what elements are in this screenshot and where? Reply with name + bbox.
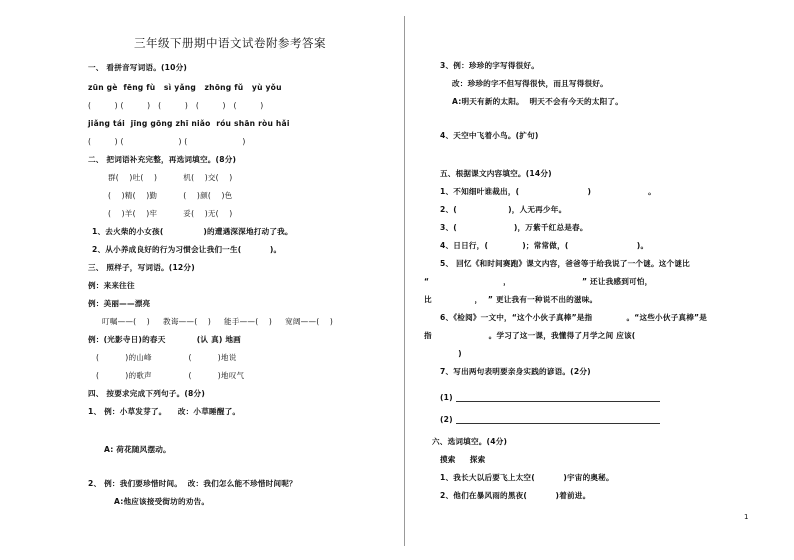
section-4-answer-3: A:明天有新的太阳。 明天不会有今天的太阳了。: [452, 97, 624, 106]
phrase-row-2: ( )的歌声 ( )地叹气: [96, 371, 245, 380]
section-5-question-4: 4、日日行，( )；常常做，( )。: [440, 241, 649, 250]
section-3-heading: 三、 照样子，写词语。(12分): [88, 263, 195, 272]
section-4-question-1: 1、 例：小草发芽了。 改：小草睡醒了。: [88, 407, 241, 416]
section-5-question-5-line-2: “ ， ” 还让我感到可怕，: [424, 277, 653, 286]
section-5-heading: 五、根据课文内容填空。(14分): [440, 169, 552, 178]
section-6-question-2: 2、他们在暴风雨的黑夜( )着前进。: [440, 491, 591, 500]
section-3-example-3: 例：(光影寺日)的春天 (认 真) 地画: [88, 335, 241, 344]
pinyin-row-2: jiǎng tái jīng gōng zhī niǎo róu shān ròu hǎi: [88, 119, 290, 128]
section-4-question-3: 3、例：珍珍的字写得很好。: [440, 61, 540, 70]
section-5-question-5-line-3: 比 ， ” 更让我有一种说不出的滋味。: [424, 295, 598, 304]
section-6-heading: 六、选词填空。(4分): [432, 437, 508, 446]
section-5-question-3: 3、( )，万紫千红总是春。: [440, 223, 588, 232]
word-fill-row-3: ( )羊( )牢 妥( )无( ): [108, 209, 233, 218]
section-2-heading: 二、 把词语补充完整，再选词填空。(8分): [88, 155, 237, 164]
section-4-answer-2: A:他应该接受街坊的劝告。: [114, 497, 210, 506]
section-5-question-6-line-3: ): [424, 349, 462, 358]
answer-line-1-label: (1): [440, 393, 453, 402]
section-4-question-4: 4、天空中飞着小鸟。(扩句): [440, 131, 539, 140]
section-3-example-2: 例：美丽——漂亮: [88, 299, 151, 308]
section-2-question-1: 1、去火柴的小女孩( )的遭遇深深地打动了我。: [92, 227, 293, 236]
answer-line-2-label: (2): [440, 415, 453, 424]
section-5-question-6-line-1: 6、《检阅》一文中，“这个小伙子真棒”是指 。“这些小伙子真棒”是: [440, 313, 707, 322]
answer-line-1[interactable]: [456, 401, 660, 402]
section-4-question-2: 2、 例：我们要珍惜时间。 改：我们怎么能不珍惜时间呢？: [88, 479, 297, 488]
pinyin-row-1: zūn gè fēng fù sì yǎng zhōng fǔ yù yǒu: [88, 83, 282, 92]
page-title: 三年级下册期中语文试卷附参考答案: [134, 36, 326, 50]
section-4-answer-1: A: 荷花随风摆动。: [104, 445, 171, 454]
word-fill-row-2: ( )精( )勤 ( )颜( )色: [108, 191, 233, 200]
phrase-row-1: ( )的山峰 ( )地说: [96, 353, 237, 362]
synonym-row: 叮嘱——( ) 教诲——( ) 能手——( ) 宽阔——( ): [102, 317, 334, 326]
section-5-question-7: 7、写出两句表明要亲身实践的谚语。(2分): [440, 367, 591, 376]
section-4-heading: 四、 按要求完成下列句子。(8分): [88, 389, 205, 398]
word-fill-row-1: 群( )吐( ) 机( )交( ): [108, 173, 233, 182]
section-1-heading: 一、 看拼音写词语。(10分): [88, 63, 188, 72]
answer-line-2[interactable]: [456, 423, 660, 424]
section-6-question-1: 1、我长大以后要飞上太空( )宇宙的奥秘。: [440, 473, 614, 482]
answer-brackets-row-2: ( ) ( ) ( ): [88, 137, 246, 146]
section-3-example-1: 例：来来往往: [88, 281, 135, 290]
section-5-question-5-line-1: 5、 回忆《和时间赛跑》课文内容，爸爸等于给我说了一个谜。这个谜比: [440, 259, 690, 268]
section-5-question-1: 1、不知细叶谁裁出，( ) 。: [440, 187, 656, 196]
section-5-question-2: 2、( )，人无再少年。: [440, 205, 567, 214]
column-divider: [404, 16, 405, 546]
section-5-question-6-line-2: 指 。学习了这一课，我懂得了月学之间 应该(: [424, 331, 636, 340]
section-4-question-3-rewrite: 改：珍珍的字不但写得很快，而且写得很好。: [452, 79, 608, 88]
section-2-question-2: 2、从小养成良好的行为习惯会让我们一生( )。: [92, 245, 282, 254]
section-6-word-choices: 摸索 探索: [440, 455, 486, 464]
answer-brackets-row-1: ( ) ( ) ( ) ( ) ( ): [88, 101, 264, 110]
page-number: 1: [744, 513, 749, 521]
